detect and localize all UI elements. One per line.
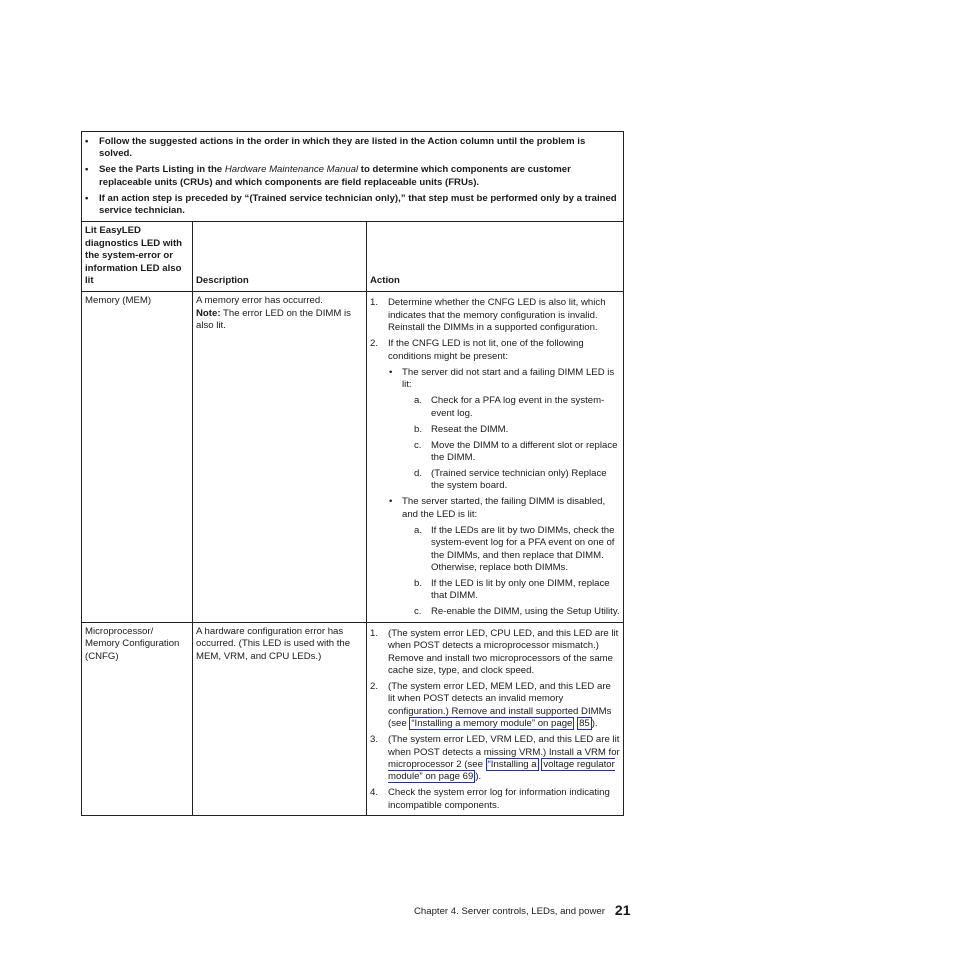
header-description: Description: [193, 222, 367, 292]
action-cell: [367, 622, 624, 815]
memory-module-page-link[interactable]: 85: [579, 718, 590, 730]
header-led: Lit EasyLED diagnostics LED with the system-error or information LED also lit: [82, 222, 193, 292]
step: 2. (The system error LED, MEM LED, and this LED are lit when POST detects an invalid memory configuration.) Remove and install supported DIMMs (see “Installing a memory module” on page 85 ).: [370, 680, 612, 730]
note-item: [84, 136, 619, 161]
sub-step: c. Re-enable the DIMM, using the Setup Utility.: [414, 606, 620, 618]
sub-step: d. (Trained service technician only) Replace the system board.: [414, 467, 607, 492]
sub-step: b. If the LED is lit by only one DIMM, replace that DIMM.: [414, 577, 610, 602]
description-text: A memory error has occurred.: [196, 295, 323, 307]
chapter-title: Chapter 4. Server controls, LEDs, and power: [414, 906, 605, 917]
step: 2. If the CNFG LED is not lit, one of the following conditions might be present: • The server did not start and a failing DIMM LED is lit: a. Check for a PFA log event in the system-event log. b. Reseat the DIMM. c. Move the DIMM to a different slot or replace the DIMM. d. (Trained service technician only) Replace the system board. • The server started, the failing DIMM is disabled, and the LED is lit: a. If the LEDs are lit by two DIMMs, check the system-event log for a PFA event on one of the DIMMs, and then replace that DIMM. Otherwise, replace both DIMMs. b. If the LED is lit by only one DIMM, replace that DIMM. c. Re-enable the DIMM, using the Setup Utility.: [370, 338, 620, 618]
note-text: If an action step is preceded by “(Trained service technician only),” that step must be performed only by a trained service technician.: [99, 192, 617, 217]
manual-title: Hardware Maintenance Manual: [224, 164, 359, 176]
notes-row: [82, 132, 624, 222]
action-cell: [367, 292, 624, 622]
vrm-page-link[interactable]: voltage regulator module” on page 69: [388, 759, 615, 783]
bullet: •: [85, 164, 89, 176]
diagnostics-table: [81, 131, 624, 816]
led-cell: Microprocessor/ Memory Configuration (CNFG): [82, 622, 193, 815]
page-footer: [414, 902, 630, 918]
description-cell: A hardware configuration error has occurred. (This LED is used with the MEM, VRM, and CPU LEDs.): [193, 622, 367, 815]
bullet: •: [85, 136, 89, 147]
step: 1. (The system error LED, CPU LED, and this LED are lit when POST detects a microprocessor mismatch.) Remove and install two microprocessors of the same cache size, type, and clock speed.: [370, 627, 619, 676]
note: Note: The error LED on the DIMM is also lit.: [196, 307, 351, 332]
note-text: Follow the suggested actions in the order in which they are listed in the Action column until the problem is solved.: [99, 136, 586, 160]
list-item: • The server started, the failing DIMM is disabled, and the LED is lit: a. If the LEDs are lit by two DIMMs, check the system-event log for a PFA event on one of the DIMMs, and then replace that DIMM. Otherwise, replace both DIMMs. b. If the LED is lit by only one DIMM, replace that DIMM. c. Re-enable the DIMM, using the Setup Utility.: [389, 496, 620, 618]
sub-step: c. Move the DIMM to a different slot or replace the DIMM.: [414, 439, 618, 463]
step: 4. Check the system error log for information indicating incompatible components.: [370, 787, 610, 811]
vrm-link[interactable]: “Installing a: [487, 759, 537, 770]
note-item: [84, 193, 619, 218]
table-row: [82, 292, 624, 622]
bullet: •: [85, 192, 89, 204]
sub-step: a. Check for a PFA log event in the system-event log.: [414, 395, 605, 419]
note-text: See the Parts Listing in the Hardware Maintenance Manual to determine which components are customer replaceable units (CRUs) and which components are field replaceable units (FRUs).: [99, 164, 571, 188]
page-number: 21: [614, 902, 631, 918]
header-action: Action: [367, 222, 624, 292]
header-row: [82, 222, 624, 292]
sub-step: b. Reseat the DIMM.: [414, 423, 509, 435]
note-item: [84, 164, 619, 189]
step: 3. (The system error LED, VRM LED, and this LED are lit when POST detects a missing VRM.) Install a VRM for microprocessor 2 (see “Installing a voltage regulator module” on page 69 ).: [370, 734, 620, 783]
description-cell: [193, 292, 367, 622]
sub-step: a. If the LEDs are lit by two DIMMs, check the system-event log for a PFA event on one of the DIMMs, and then replace that DIMM. Otherwise, replace both DIMMs.: [414, 524, 615, 573]
led-cell: Memory (MEM): [82, 292, 193, 622]
step: 1. Determine whether the CNFG LED is also lit, which indicates that the memory configuration is invalid. Reinstall the DIMMs in a supported configuration.: [370, 297, 606, 334]
notes-cell: [82, 132, 624, 222]
list-item: • The server did not start and a failing DIMM LED is lit: a. Check for a PFA log event in the system-event log. b. Reseat the DIMM. c. Move the DIMM to a different slot or replace the DIMM. d. (Trained service technician only) Replace the system board.: [388, 367, 620, 493]
memory-module-link[interactable]: “Installing a memory module” on page: [411, 718, 573, 730]
table-row: [82, 622, 624, 815]
